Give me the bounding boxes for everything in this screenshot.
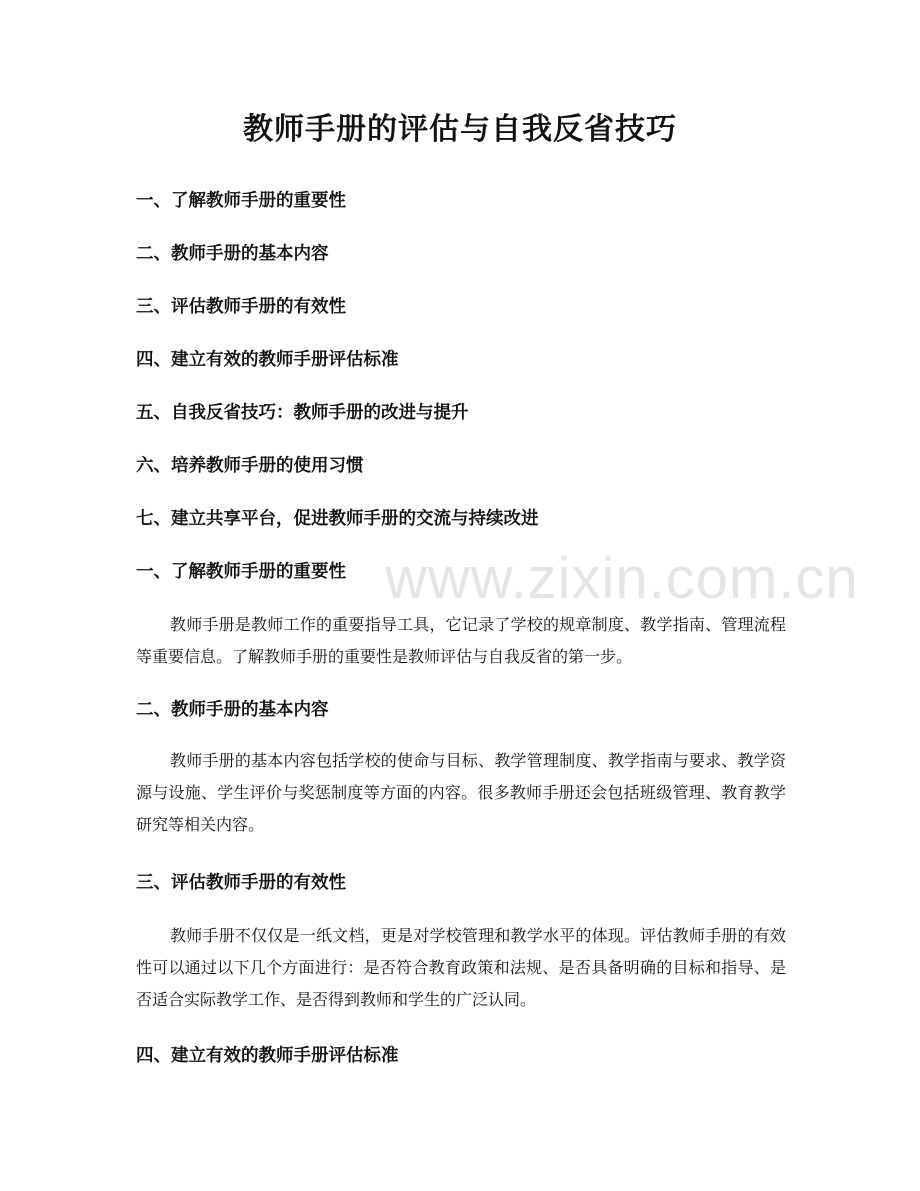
section-body-1: 教师手册是教师工作的重要指导工具，它记录了学校的规章制度、教学指南、管理流程等重要信息。了解教师手册的重要性是教师评估与自我反省的第一步。 — [136, 615, 786, 666]
section-body-2: 教师手册的基本内容包括学校的使命与目标、教学管理制度、教学指南与要求、教学资源与设施、学生评价与奖惩制度等方面的内容。很多教师手册还会包括班级管理、教育教学研究等相关内容。 — [136, 751, 786, 834]
toc-item-3: 三、评估教师手册的有效性 — [136, 297, 346, 317]
toc-item-5: 五、自我反省技巧：教师手册的改进与提升 — [136, 403, 469, 423]
toc-item-2: 二、教师手册的基本内容 — [136, 244, 329, 264]
toc-item-7: 七、建立共享平台，促进教师手册的交流与持续改进 — [136, 509, 539, 529]
section-heading-2: 二、教师手册的基本内容 — [136, 700, 329, 720]
section-heading-1: 一、了解教师手册的重要性 — [136, 562, 346, 582]
section-heading-3: 三、评估教师手册的有效性 — [136, 873, 346, 893]
section-heading-4: 四、建立有效的教师手册评估标准 — [136, 1046, 399, 1066]
watermark: www.zixin.com.cn — [385, 546, 859, 611]
toc-item-1: 一、了解教师手册的重要性 — [136, 191, 346, 211]
toc-item-6: 六、培养教师手册的使用习惯 — [136, 456, 364, 476]
section-body-3: 教师手册不仅仅是一纸文档，更是对学校管理和教学水平的体现。评估教师手册的有效性可以通过以下几个方面进行：是否符合教育政策和法规、是否具备明确的目标和指导、是否适合实际教学工作、是否得到教师和学生的广泛认同。 — [136, 926, 786, 1009]
toc-item-4: 四、建立有效的教师手册评估标准 — [136, 350, 399, 370]
document-title: 教师手册的评估与自我反省技巧 — [243, 112, 677, 147]
